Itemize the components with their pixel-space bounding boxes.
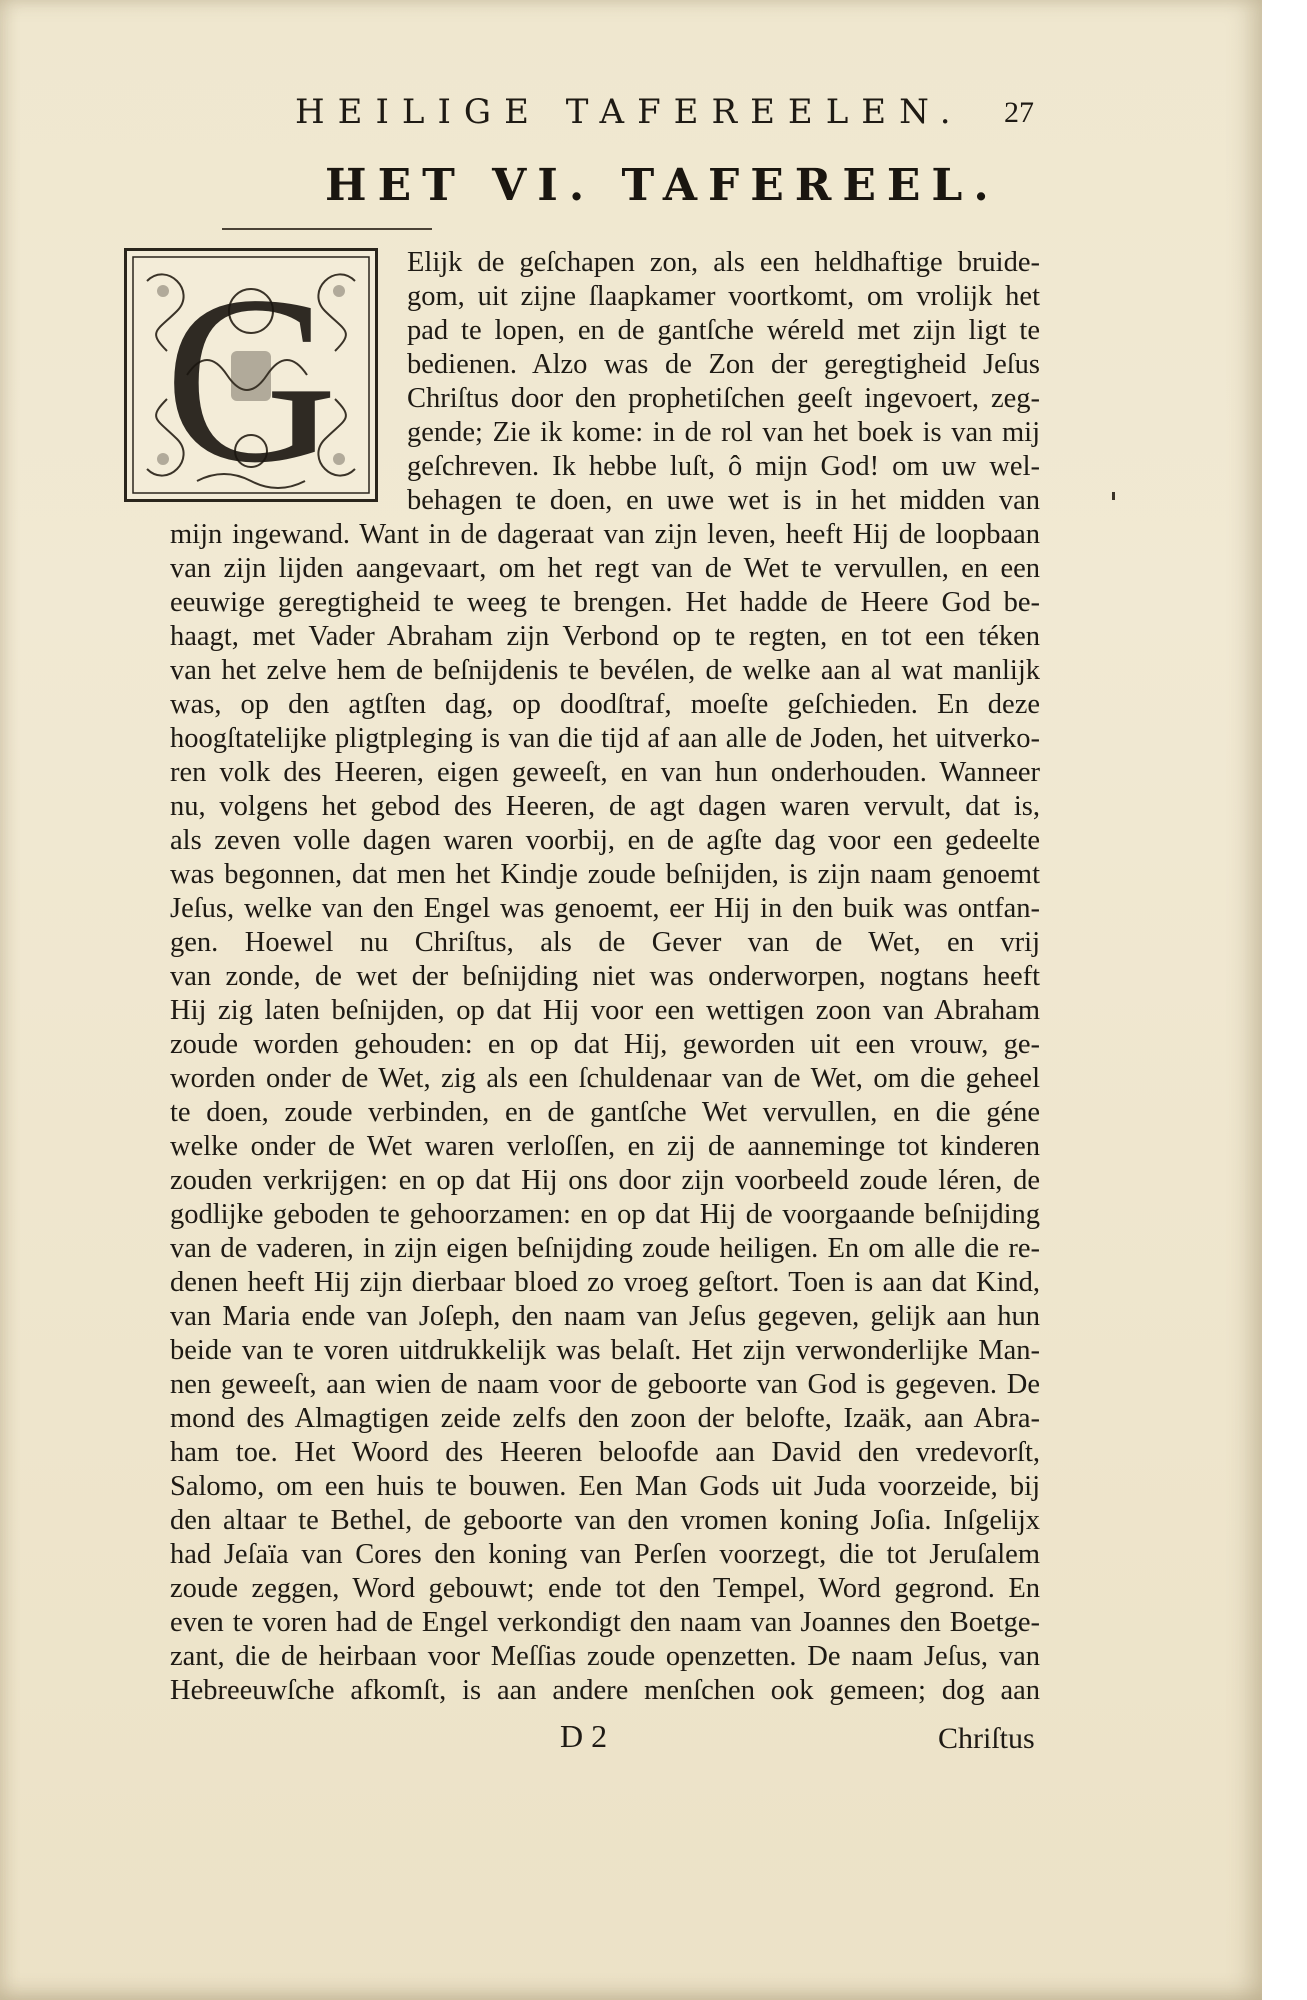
text-line: van zijn lijden aangevaart, om het regt van de Wet te vervullen, en een <box>170 553 1040 584</box>
text-line: mijn ingewand. Want in de dageraat van zijn leven, heeft Hij de loopbaan <box>170 519 1040 550</box>
text-line: haagt, met Vader Abraham zijn Verbond op te regten, en tot een téken <box>170 621 1040 652</box>
text-line: van het zelve hem de beſnijdenis te bevélen, de welke aan al wat manlijk <box>170 655 1040 686</box>
text-line: van Maria ende van Joſeph, den naam van Jeſus gegeven, gelijk aan hun <box>170 1301 1040 1332</box>
text-line: zoude worden gehouden: en op dat Hij, geworden uit een vrouw, ge- <box>170 1029 1040 1060</box>
text-line: eeuwige geregtigheid te weeg te brengen. Het hadde de Heere God be- <box>170 587 1040 618</box>
text-line: van zonde, de wet der beſnijding niet was onderworpen, nogtans heeft <box>170 961 1040 992</box>
text-line: mond des Almagtigen zeide zelfs den zoon der belofte, Izaäk, aan Abra- <box>170 1403 1040 1434</box>
text-line: te doen, zoude verbinden, en de gantſche Wet vervullen, en die géne <box>170 1097 1040 1128</box>
text-line: Chriſtus door den prophetiſchen geeſt ingevoert, zeg- <box>407 383 1040 414</box>
text-line: Salomo, om een huis te bouwen. Een Man Gods uit Juda voorzeide, bij <box>170 1471 1040 1502</box>
text-line: beide van te voren uitdrukkelijk was belaſt. Het zijn verwonderlijke Man- <box>170 1335 1040 1366</box>
text-line: denen heeft Hij zijn dierbaar bloed zo vroeg geſtort. Toen is aan dat Kind, <box>170 1267 1040 1298</box>
initial-letter: G <box>164 246 338 512</box>
text-line: pad te lopen, en de gantſche wéreld met zijn ligt te <box>407 315 1040 346</box>
text-line: was begonnen, dat men het Kindje zoude beſnijden, is zijn naam genoemt <box>170 859 1040 890</box>
text-line: worden onder de Wet, zig als een ſchuldenaar van de Wet, om die geheel <box>170 1063 1040 1094</box>
text-line: zouden verkrijgen: en op dat Hij ons door zijn voorbeeld zoude léren, de <box>170 1165 1040 1196</box>
text-line: behagen te doen, en uwe wet is in het midden van <box>407 485 1040 516</box>
text-line: ren volk des Heeren, eigen geweeſt, en van hun onderhouden. Wanneer <box>170 757 1040 788</box>
text-line: was, op den agtſten dag, op doodſtraf, moeſte geſchieden. En deze <box>170 689 1040 720</box>
chapter-title: HET VI. TAFEREEL. <box>325 160 1000 211</box>
text-line: zoude zeggen, Word gebouwt; ende tot den Tempel, Word gegrond. En <box>170 1573 1040 1604</box>
text-line: als zeven volle dagen waren voorbij, en de agſte dag voor een gedeelte <box>170 825 1040 856</box>
text-line: Hebreeuwſche afkomſt, is aan andere menſchen ook gemeen; dog aan <box>170 1675 1040 1706</box>
margin-speck <box>1112 492 1115 500</box>
text-line: had Jeſaïa van Cores den koning van Perſen voorzegt, die tot Jeruſalem <box>170 1539 1040 1570</box>
text-line: van de vaderen, in zijn eigen beſnijding zoude heiligen. En om alle die re- <box>170 1233 1040 1264</box>
text-line: nu, volgens het gebod des Heeren, de agt dagen waren vervult, dat is, <box>170 791 1040 822</box>
running-head: HEILIGE TAFEREELEN. <box>295 92 964 132</box>
text-line: gende; Zie ik kome: in de rol van het boek is van mij <box>407 417 1040 448</box>
title-rule <box>222 228 432 230</box>
text-line: Hij zig laten beſnijden, op dat Hij voor een wettigen zoon van Abraham <box>170 995 1040 1026</box>
decorated-initial <box>124 246 378 512</box>
signature-mark: D 2 <box>560 1718 608 1754</box>
catchword: Chriſtus <box>938 1722 1035 1755</box>
text-line: bedienen. Alzo was de Zon der geregtigheid Jeſus <box>407 349 1040 380</box>
text-line: gom, uit zijne ſlaapkamer voortkomt, om vrolijk het <box>407 281 1040 312</box>
text-line: zant, die de heirbaan voor Meſſias zoude openzetten. De naam Jeſus, van <box>170 1641 1040 1672</box>
text-line: nen geweeſt, aan wien de naam voor de geboorte van God is gegeven. De <box>170 1369 1040 1400</box>
text-line: gen. Hoewel nu Chriſtus, als de Gever van de Wet, en vrij <box>170 927 1040 958</box>
text-line: Elijk de geſchapen zon, als een heldhaftige bruide- <box>407 247 1040 278</box>
text-line: godlijke geboden te gehoorzamen: en op dat Hij de voorgaande beſnijding <box>170 1199 1040 1230</box>
text-line: Jeſus, welke van den Engel was genoemt, eer Hij in den buik was ontfan- <box>170 893 1040 924</box>
text-line: welke onder de Wet waren verloſſen, en zij de aanneminge tot kinderen <box>170 1131 1040 1162</box>
text-line: den altaar te Bethel, de geboorte van den vromen koning Joſia. Inſgelijx <box>170 1505 1040 1536</box>
text-line: hoogſtatelijke pligtpleging is van die tijd af aan alle de Joden, het uitverko- <box>170 723 1040 754</box>
text-line: geſchreven. Ik hebbe luſt, ô mijn God! om uw wel- <box>407 451 1040 482</box>
page-number: 27 <box>1004 96 1034 129</box>
text-line: ham toe. Het Woord des Heeren beloofde aan David den vredevorſt, <box>170 1437 1040 1468</box>
text-line: even te voren had de Engel verkondigt den naam van Joannes den Boetge- <box>170 1607 1040 1638</box>
